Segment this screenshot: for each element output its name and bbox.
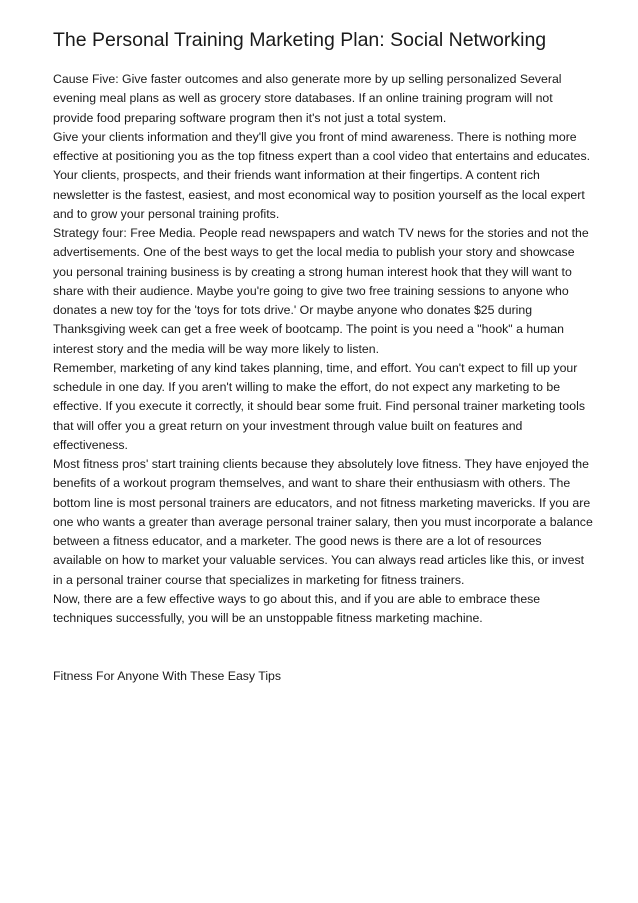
paragraph-planning-effort: Remember, marketing of any kind takes planning, time, and effort. You can't expect to fill up your schedule in one day. If you aren't willing to make the effort, do not expect any marketing to be effective. If you execute it correctly, it should bear some fruit. Find personal trainer marketing tools that will offer you a great return on your investment through value built on features and effectiveness. (53, 360, 585, 452)
document-body (53, 70, 593, 628)
paragraph-free-media: Strategy four: Free Media. People read newspapers and watch TV news for the stories and not the advertisements. One of the best ways to get the local media to publish your story and showcase you personal training business is by creating a strong human interest hook that they will want to share with their audience. Maybe you're going to give two free training sessions to anyone who donates a new toy for the 'toys for tots drive.' Or maybe anyone who donates $25 during Thanksgiving week can get a free week of bootcamp. The point is you need a "hook" a human interest story and the media will be way more likely to listen. (53, 226, 589, 356)
paragraph-client-information: Give your clients information and they'll give you front of mind awareness. There is nothing more effective at positioning you as the top fitness expert than a cool video that entertains and educates. Your clients, prospects, and their friends want information at their fingertips. A content rich newsletter is the fastest, easiest, and most economical way to position yourself as the local expert and to grow your personal training profits. (53, 129, 591, 221)
paragraph-conclusion: Now, there are a few effective ways to go about this, and if you are able to embrace these techniques successfully, you will be an unstoppable fitness marketing machine. (53, 591, 541, 625)
paragraph-cause-five: Cause Five: Give faster outcomes and also generate more by up selling personalized Several evening meal plans as well as grocery store databases. If an online training program will not provide food preparing software program then it's not just a total system. (53, 72, 562, 125)
document-title: The Personal Training Marketing Plan: Social Networking (53, 29, 547, 51)
related-article-link[interactable]: Fitness For Anyone With These Easy Tips (53, 669, 282, 683)
paragraph-fitness-pros: Most fitness pros' start training clients because they absolutely love fitness. They have enjoyed the benefits of a workout program themselves, and want to share their enthusiasm with others. The bottom line is most personal trainers are educators, and not fitness marketing mavericks. If you are one who wants a greater than average personal trainer salary, then you must incorporate a balance between a fitness educator, and a marketer. The good news is there are a lot of resources available on how to market your valuable services. You can always read articles like this, or invest in a personal trainer course that specializes in marketing for fitness trainers. (53, 457, 593, 587)
